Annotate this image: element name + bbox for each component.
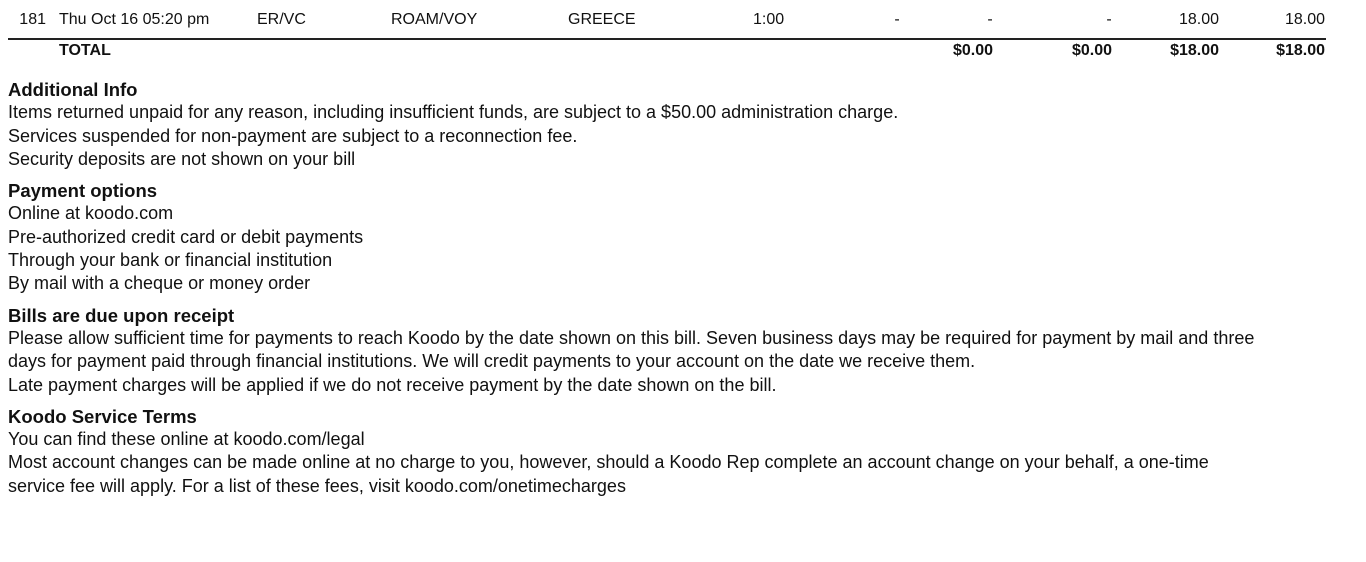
row-datetime: Thu Oct 16 05:20 pm xyxy=(59,11,210,28)
section-title: Payment options xyxy=(8,180,158,202)
info-line: days for payment paid through financial institutions. We will credit payments to your account on the date we receive them. xyxy=(8,351,976,372)
section-title: Koodo Service Terms xyxy=(8,405,197,427)
total-value-3: $18.00 xyxy=(1170,42,1219,59)
info-line: Most account changes can be made online at no charge to you, however, should a Koodo Rep complete an account change on your behalf, a one-time xyxy=(8,452,1209,473)
info-line: Through your bank or financial institution xyxy=(8,250,333,271)
total-row xyxy=(0,40,1366,62)
total-value-2: $0.00 xyxy=(1071,42,1112,59)
row-col11: 18.00 xyxy=(1284,11,1325,28)
section-title: Bills are due upon receipt xyxy=(8,304,235,326)
row-col10: 18.00 xyxy=(1178,11,1219,28)
bills-due-section xyxy=(8,304,1308,397)
row-duration: 1:00 xyxy=(753,11,785,28)
row-col9: - xyxy=(1106,11,1112,28)
info-line: Online at koodo.com xyxy=(8,203,174,224)
info-line: Security deposits are not shown on your bill xyxy=(8,148,356,169)
info-line: Please allow sufficient time for payments to reach Koodo by the date shown on this bill. Seven business days may be required for payment by mail and three xyxy=(8,327,1255,348)
row-col8: - xyxy=(987,11,993,28)
info-line: Late payment charges will be applied if we do not receive payment by the date shown on the bill. xyxy=(8,374,777,395)
section-title: Additional Info xyxy=(8,79,138,100)
row-index: 181 xyxy=(19,11,46,28)
row-location: GREECE xyxy=(568,11,636,28)
payment-options-section xyxy=(8,179,1308,295)
row-col7: - xyxy=(894,11,900,28)
service-terms-section xyxy=(8,405,1308,498)
additional-info-section xyxy=(8,78,1308,171)
info-line: You can find these online at koodo.com/legal xyxy=(8,429,365,450)
info-line: service fee will apply. For a list of these fees, visit koodo.com/onetimecharges xyxy=(8,475,626,496)
info-line: By mail with a cheque or money order xyxy=(8,273,311,294)
row-call-type: ER/VC xyxy=(257,11,306,28)
usage-table-row xyxy=(0,9,1366,31)
info-sections xyxy=(8,78,1308,506)
total-label: TOTAL xyxy=(59,42,111,59)
total-value-4: $18.00 xyxy=(1276,42,1325,59)
total-value-1: $0.00 xyxy=(952,42,993,59)
info-line: Pre-authorized credit card or debit payments xyxy=(8,226,364,247)
info-line: Services suspended for non-payment are subject to a reconnection fee. xyxy=(8,125,578,146)
info-line: Items returned unpaid for any reason, including insufficient funds, are subject to a $50.00 administration charge. xyxy=(8,102,899,123)
row-service: ROAM/VOY xyxy=(391,11,478,28)
